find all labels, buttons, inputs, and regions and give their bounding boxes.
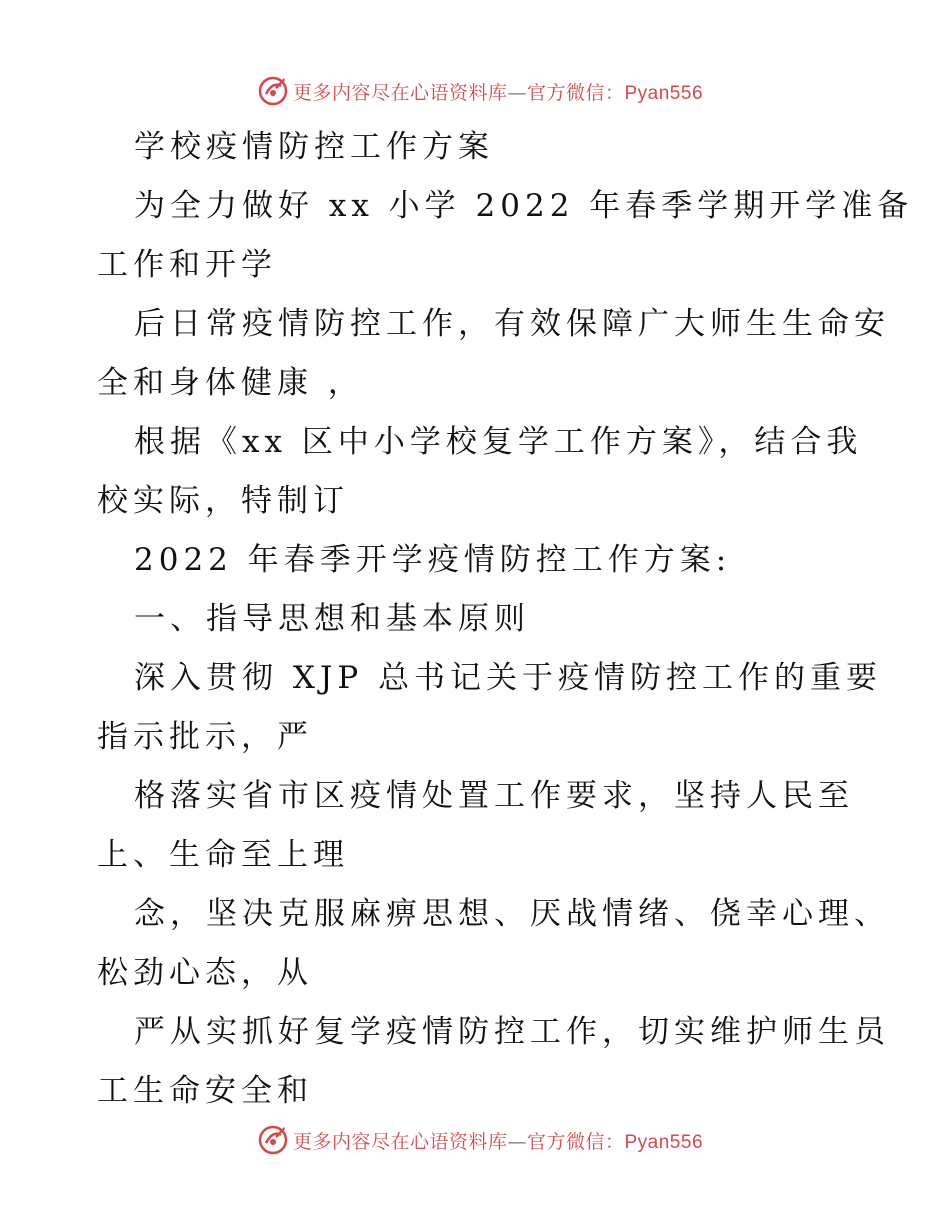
document-title: 学校疫情防控工作方案: [134, 129, 494, 165]
banner-inner: [257, 75, 703, 107]
banner-wechat-text: 官方微信：Pyan556: [527, 1131, 704, 1153]
paragraph-line: 校实际，特制订: [97, 483, 349, 519]
paragraph-line: 2022 年春季开学疫情防控工作方案:: [134, 542, 732, 578]
paragraph-line: 工作和开学: [97, 247, 277, 283]
paragraph-line: 根据《xx 区中小学校复学工作方案》，结合我: [134, 424, 863, 460]
paragraph-line: 深入贯彻 XJP 总书记关于疫情防控工作的重要: [134, 660, 883, 696]
banner-main-text: 更多内容尽在心语资料库: [292, 1130, 508, 1153]
paragraph-line: 为全力做好 xx 小学 2022 年春季学期开学准备: [134, 188, 914, 224]
header-banner: [0, 71, 950, 111]
banner-text: [293, 1127, 703, 1154]
paragraph-line: 念，坚决克服麻痹思想、厌战情绪、侥幸心理、: [134, 896, 890, 932]
banner-inner: [257, 1124, 703, 1156]
banner-main-text: 更多内容尽在心语资料库: [292, 81, 508, 104]
paragraph-line: 上、生命至上理: [97, 837, 349, 873]
logo-icon: [257, 1124, 289, 1156]
banner-separator: —: [507, 81, 527, 104]
paragraph-line: 后日常疫情防控工作，有效保障广大师生生命安: [134, 306, 890, 342]
banner-text: [293, 78, 703, 105]
paragraph-line: 松劲心态，从: [97, 955, 313, 991]
paragraph-line: 格落实省市区疫情处置工作要求，坚持人民至: [134, 778, 854, 814]
paragraph-line: 严从实抓好复学疫情防控工作，切实维护师生员: [134, 1014, 890, 1050]
footer-banner: [0, 1120, 950, 1160]
document-body: [97, 118, 914, 1121]
paragraph-line: 工生命安全和: [97, 1073, 313, 1109]
section-heading: 一、指导思想和基本原则: [134, 601, 530, 637]
logo-icon: [257, 75, 289, 107]
banner-wechat-text: 官方微信：Pyan556: [527, 82, 704, 104]
paragraph-line: 指示批示，严: [97, 719, 313, 755]
paragraph-line: 全和身体健康 ，: [97, 365, 364, 401]
banner-separator: —: [507, 1130, 527, 1153]
